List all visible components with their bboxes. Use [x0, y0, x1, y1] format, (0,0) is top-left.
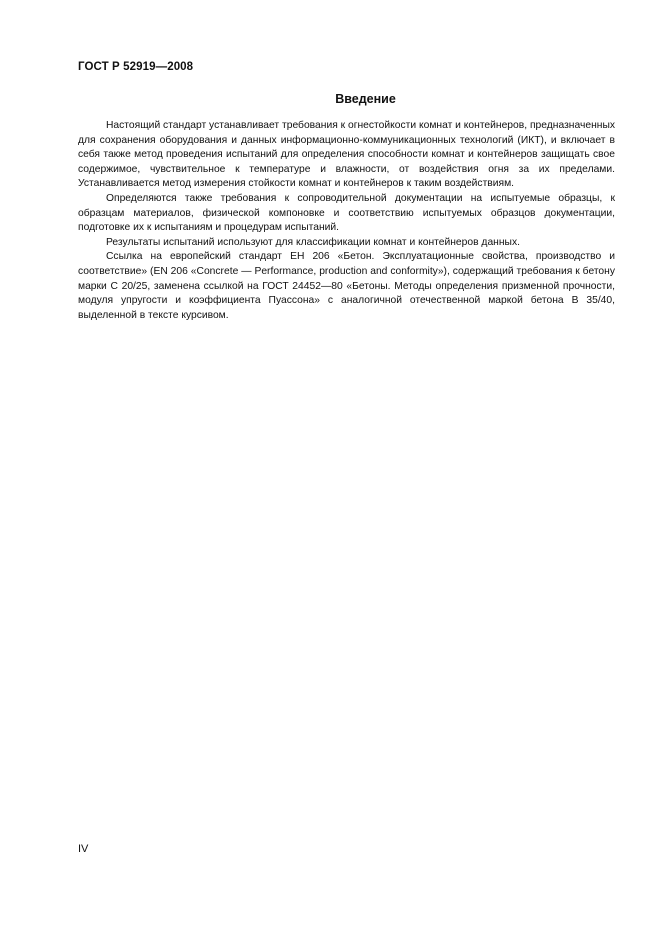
paragraph: Настоящий стандарт устанавливает требования к огнестойкости комнат и контейнеров, предназначенных для сохранения оборудования и данных информационно-коммуникационных технологий (ИКТ), и включает в себя также метод проведения испытаний для определения способности комнат и контейнеров защищать свое содержимое, чувствительное к температуре и влажности, от воздействия огня за их пределами. Устанавливается метод измерения стойкости комнат и контейнеров к таким воздействиям. — [78, 120, 615, 190]
paragraph: Результаты испытаний используют для классификации комнат и контейнеров данных. — [106, 236, 520, 248]
document-code: ГОСТ Р 52919—2008 — [78, 61, 194, 73]
paragraph: Ссылка на европейский стандарт ЕН 206 «Бетон. Эксплуатационные свойства, производство и соответствие» (EN 206 «Concrete — Performance, production and conformity»), содержащий требования к бетону марки С 20/25, заменена ссылкой на ГОСТ 24452—80 «Бетоны. Методы определения призменной прочности, модуля упругости и коэффициента Пуассона» с аналогичной отечественной маркой бетона В 35/40, выделенной в тексте курсивом. — [78, 251, 615, 321]
paragraph: Определяются также требования к сопроводительной документации на испытуемые образцы, к образцам материалов, физической компоновке и соответствию испытуемых образцов документации, подготовке их к испытаниям и процедурам испытаний. — [78, 192, 615, 234]
page-number: IV — [78, 843, 89, 855]
section-title: Введение — [335, 92, 396, 106]
section-body — [78, 119, 615, 323]
